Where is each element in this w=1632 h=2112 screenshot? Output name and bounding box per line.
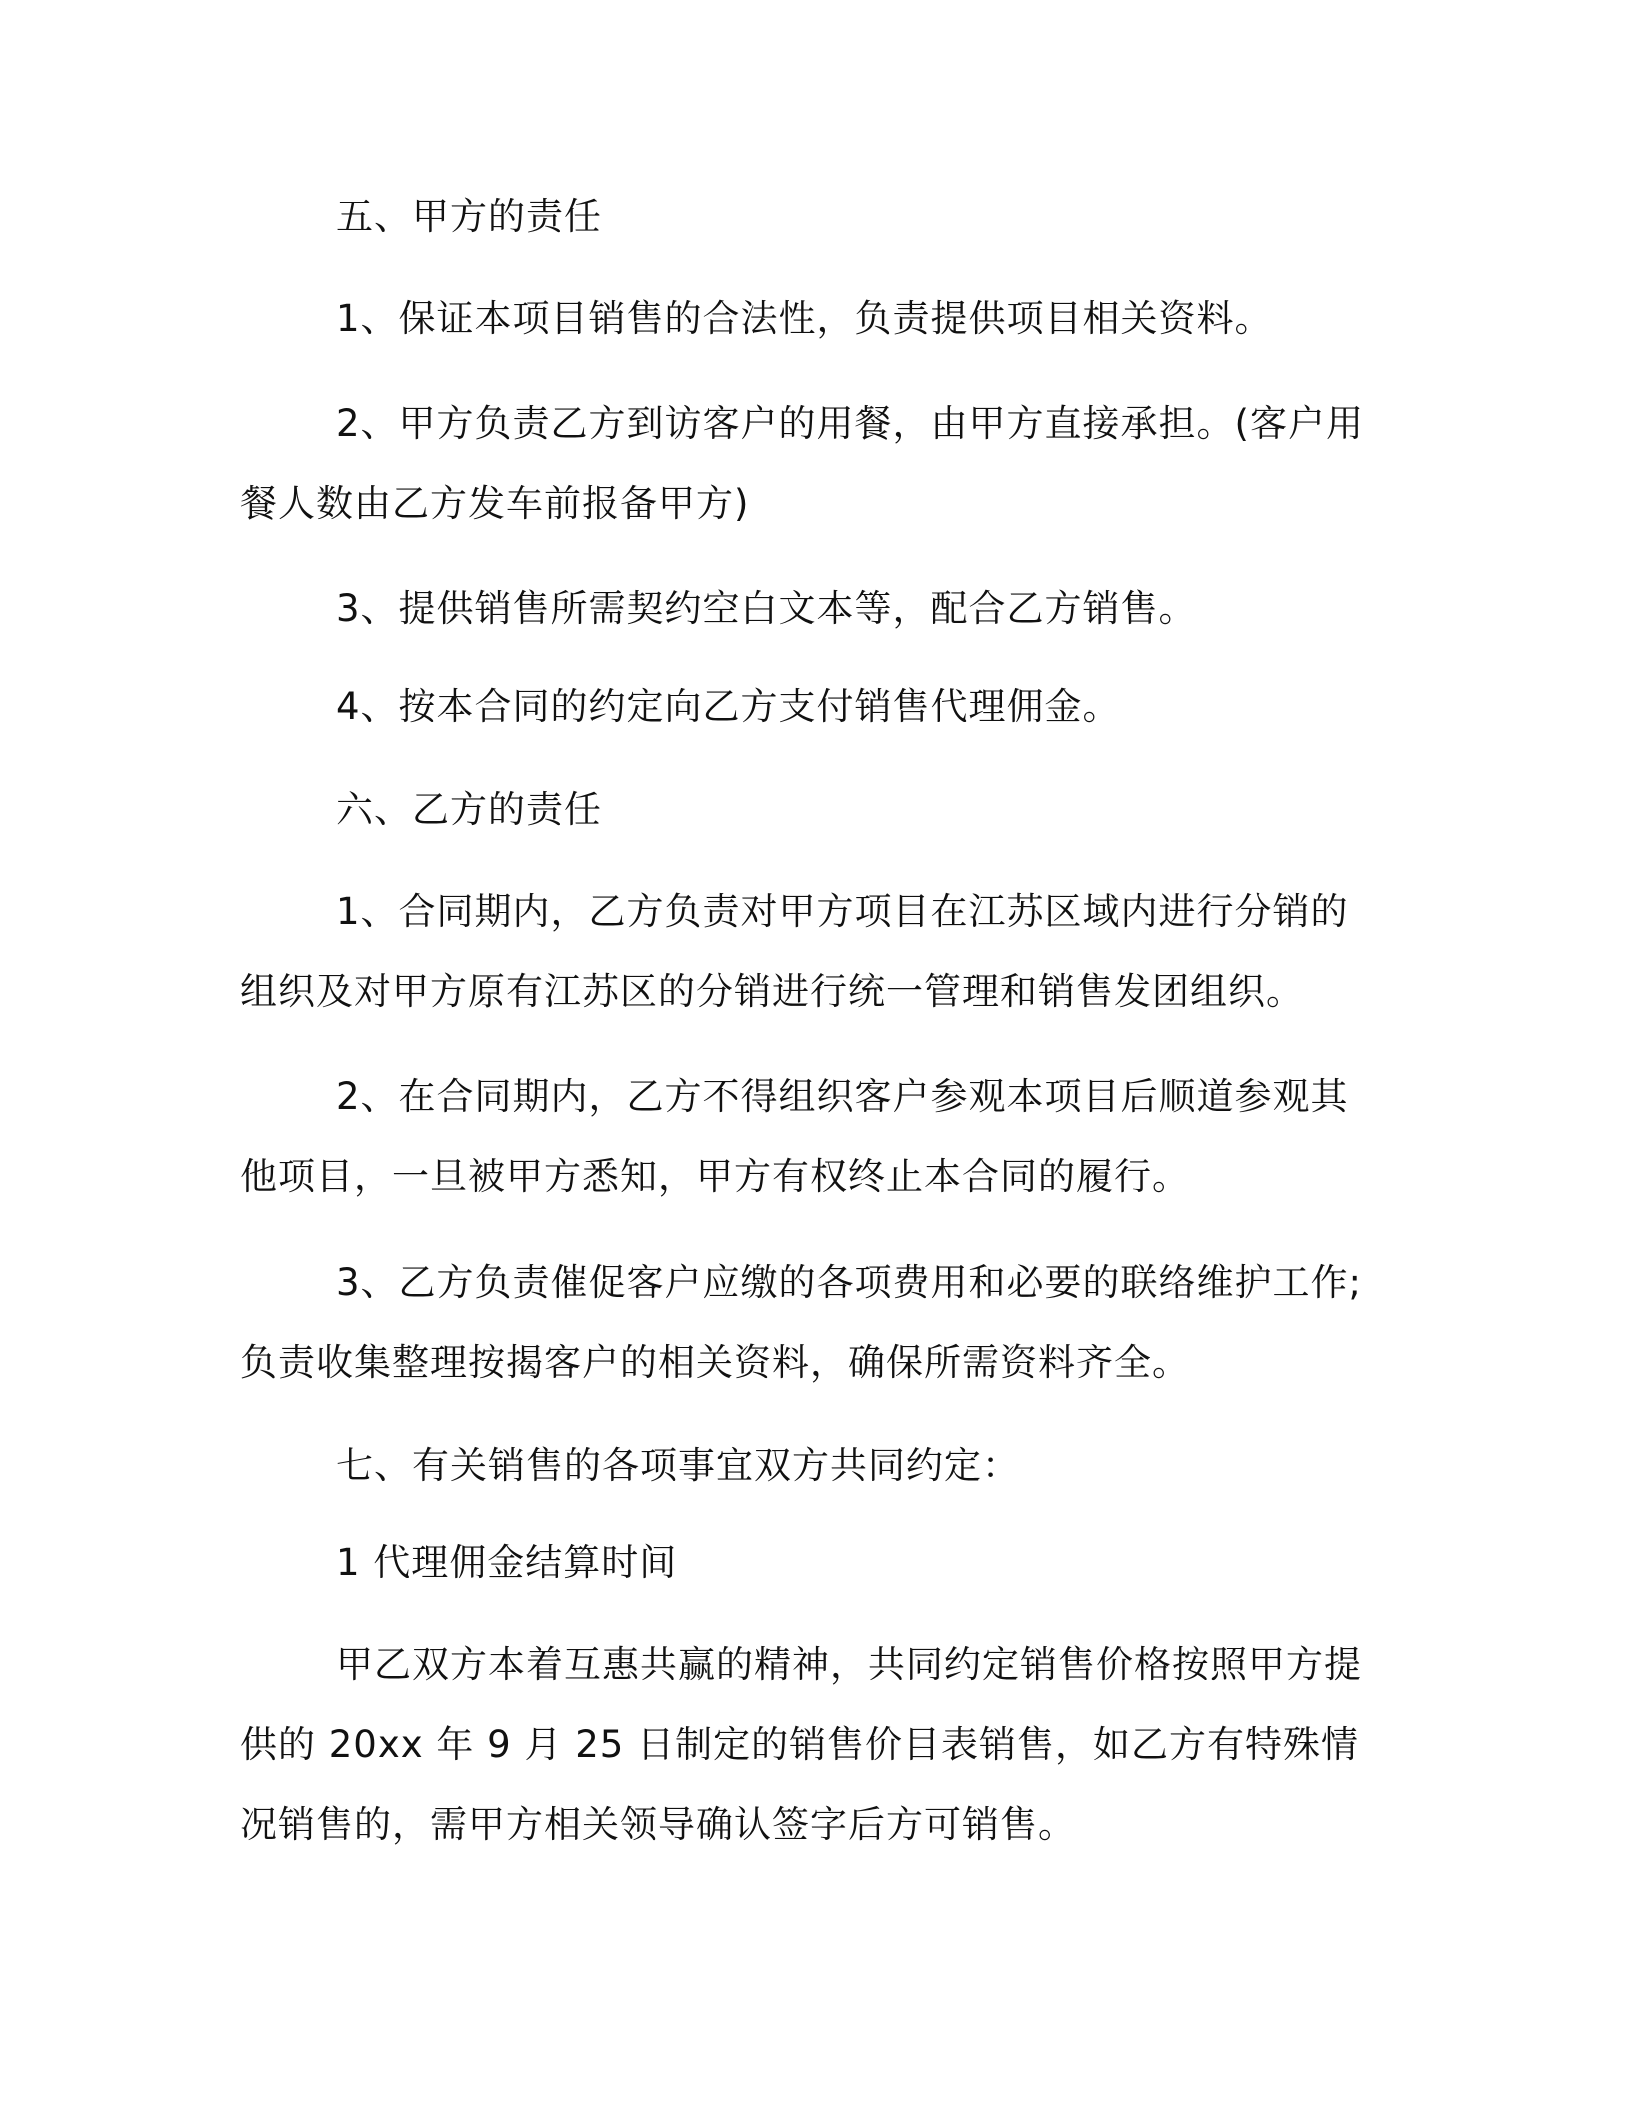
paragraph-b1: 1、合同期内，乙方负责对甲方项目在江苏区域内进行分销的组织及对甲方原有江苏区的分销进行统一管理和销售发团组织。 bbox=[240, 890, 1349, 1013]
paragraph-a2: 2、甲方负责乙方到访客户的用餐，由甲方直接承担。(客户用餐人数由乙方发车前报备甲方) bbox=[240, 402, 1364, 525]
paragraph-pricing: 甲乙双方本着互惠共赢的精神，共同约定销售价格按照甲方提供的 20xx 年 9 月 25 日制定的销售价目表销售，如乙方有特殊情况销售的，需甲方相关领导确认签字后方可销售。 bbox=[240, 1643, 1362, 1846]
paragraph-a1: 1、保证本项目销售的合法性，负责提供项目相关资料。 bbox=[336, 297, 1273, 340]
subheading-commission-settlement: 1 代理佣金结算时间 bbox=[336, 1541, 678, 1584]
section-heading-party-b-duties: 六、乙方的责任 bbox=[336, 788, 602, 831]
paragraph-a4: 4、按本合同的约定向乙方支付销售代理佣金。 bbox=[336, 685, 1121, 728]
paragraph-b3: 3、乙方负责催促客户应缴的各项费用和必要的联络维护工作;负责收集整理按揭客户的相关资料，确保所需资料齐全。 bbox=[240, 1261, 1363, 1384]
section-heading-party-a-duties: 五、甲方的责任 bbox=[336, 195, 602, 238]
paragraph-a3: 3、提供销售所需契约空白文本等，配合乙方销售。 bbox=[336, 587, 1197, 630]
paragraph-b2: 2、在合同期内，乙方不得组织客户参观本项目后顺道参观其他项目，一旦被甲方悉知，甲方有权终止本合同的履行。 bbox=[240, 1075, 1349, 1198]
section-heading-sales-agreement: 七、有关销售的各项事宜双方共同约定： bbox=[336, 1444, 1020, 1487]
